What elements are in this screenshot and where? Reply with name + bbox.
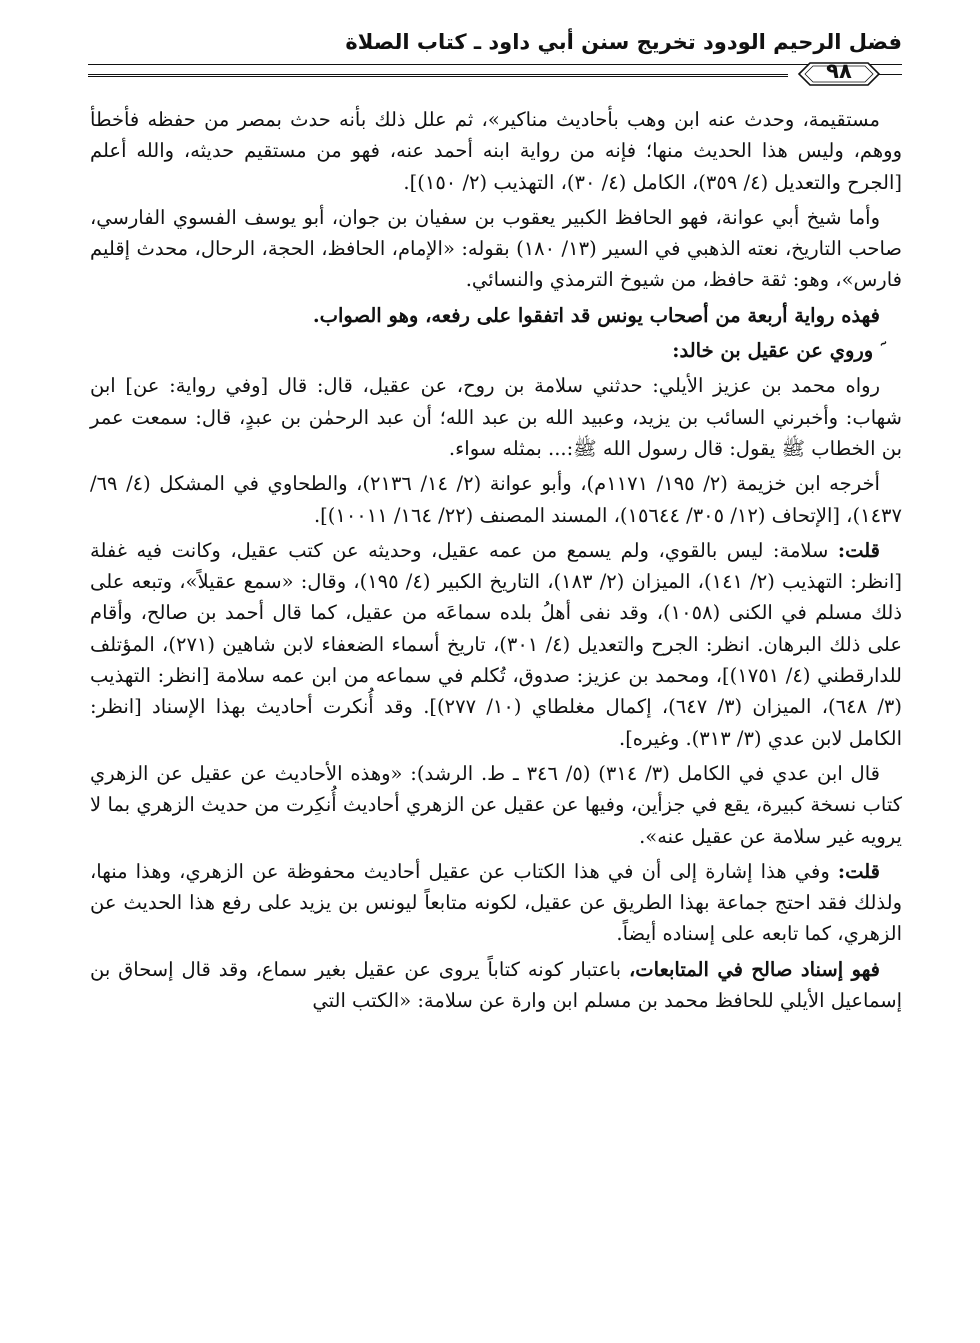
paragraph xyxy=(90,856,902,950)
paragraph xyxy=(90,370,902,464)
page-number: ٩٨ xyxy=(826,59,852,83)
paragraph-text: قال ابن عدي في الكامل (٣/ ٣١٤) (٥/ ٣٤٦ ـ ط. الرشد): «وهذه الأحاديث عن عقيل عن الزهري كتاب نسخة كبيرة، يقع في جزأين، وفيها عن عقيل عن الزهري أحاديث أُنكِرت من حديث الزهري بما لا يرويه غير سلامة عن عقيل عنه». xyxy=(90,761,902,848)
paragraph xyxy=(90,335,902,366)
paragraph xyxy=(90,104,902,198)
header-title: فضل الرحيم الودود تخريج سنن أبي داود ـ كتاب الصلاة xyxy=(345,30,902,54)
paragraph xyxy=(90,202,902,296)
paragraph-text: باعتبار كونه كتاباً يروى عن عقيل بغير سماع، وقد قال إسحاق بن إسماعيل الأيلي للحافظ محمد بن مسلم ابن وارة عن سلامة: «الكتب التي xyxy=(90,957,902,1013)
paragraph-text: ࣤ وروي عن عقيل بن خالد: xyxy=(672,339,880,363)
paragraph-lead: قلت: xyxy=(837,859,880,883)
paragraph-lead: قلت: xyxy=(837,538,880,562)
paragraph xyxy=(90,954,902,1017)
paragraph-lead: فهو إسناد صالح في المتابعات، xyxy=(628,957,881,981)
paragraph-text: مستقيمة، وحدث عنه ابن وهب بأحاديث مناكير»، ثم علل ذلك بأنه حدث بمصر من حفظه فأخطأ ووهم، وليس هذا الحديث منها؛ فإنه من رواية ابنه أحمد عنه، فهو من مستقيم حديثه، والله أعلم [الجرح والتعديل (٤/ ٣٥٩)، الكامل (٤/ ٣٠)، التهذيب (٢/ ١٥٠)]. xyxy=(90,108,902,194)
paragraph-text: فهذه رواية أربعة من أصحاب يونس قد اتفقوا على رفعه، وهو الصواب. xyxy=(312,303,880,327)
header-double-rule xyxy=(88,74,788,77)
running-header xyxy=(88,28,902,98)
paragraph xyxy=(90,758,902,852)
paragraph-text: وفي هذا إشارة إلى أن في هذا الكتاب عن عقيل أحاديث محفوظة عن الزهري، وهذا منها، ولذلك فقد احتج جماعة بهذا الطريق عن عقيل، لكونه متابعاً ليونس بن يزيد على رفع هذا الحديث عن الزهري، كما تابعه على إسناده أيضاً. xyxy=(90,859,902,946)
paragraph-text: أخرجه ابن خزيمة (٢/ ١٩٥/ ١١٧١م)، وأبو عوانة (٢/ ١٤/ ٢١٣٦)، والطحاوي في المشكل (٤/ ٦٩/ ١٤٣٧)، [الإتحاف (١٢/ ٣٠٥/ ١٥٦٤٤)، المسند المصنف (٢٢/ ١٦٤/ ١٠٠١١)]. xyxy=(90,472,902,527)
paragraph-text: رواه محمد بن عزيز الأيلي: حدثني سلامة بن روح، عن عقيل، قال: قال [وفي رواية: عن] ابن شهاب: وأخبرني السائب بن يزيد، وعبيد الله بن عبد الله؛ أن عبد الرحمٰن بن عبدٍ، قال: سمعت عمر بن الخطاب ﷺ يقول: قال رسول الله ﷺ:... بمثله سواء. xyxy=(90,374,902,460)
paragraph xyxy=(90,300,902,331)
header-rule xyxy=(88,64,902,65)
paragraph xyxy=(90,535,902,754)
body-text xyxy=(90,104,902,1020)
page-number-badge xyxy=(796,58,882,90)
paragraph-text: وأما شيخ أبي عوانة، فهو الحافظ الكبير يعقوب بن سفيان بن جوان، أبو يوسف الفسوي الفارسي، صاحب التاريخ، نعته الذهبي في السير (١٣/ ١٨٠) بقوله: «الإمام، الحافظ، الحجة، الرحال، محدث إقليم فارس»، وهو: ثقة حافظ، من شيوخ الترمذي والنسائي. xyxy=(90,205,902,292)
paragraph-text: سلامة: ليس بالقوي، ولم يسمع من عمه عقيل، وحديثه عن كتب عقيل، وكانت فيه غفلة [انظر: التهذيب (٢/ ١٤١)، الميزان (٢/ ١٨٣)، التاريخ الكبير (٤/ ١٩٥)، وقال: «سمع عقيلاً»، وتبعه على ذلك مسلم في الكنى (١٠٥٨)، وقد نفى أهلُ بلده سماعَه من عقيل، كما قال أحمد بن صالح، وأقام على ذلك البرهان. انظر: الجرح والتعديل (٤/ ٣٠١)، تاريخ أسماء الضعفاء لابن شاهين (٢٧١)، المؤتلف للدارقطني (٤/ ١٧٥١)]، ومحمد بن عزيز: صدوق، تُكلم في سماعه من ابن عمه سلامة [انظر: التهذيب (٣/ ٦٤٨)، الميزان (٣/ ٦٤٧)، إكمال مغلطاي (١٠/ ٢٧٧)]. وقد أُنكرت أحاديث بهذا الإسناد [انظر: الكامل لابن عدي (٣/ ٣١٣). وغيره]. xyxy=(90,538,902,750)
paragraph xyxy=(90,468,902,531)
